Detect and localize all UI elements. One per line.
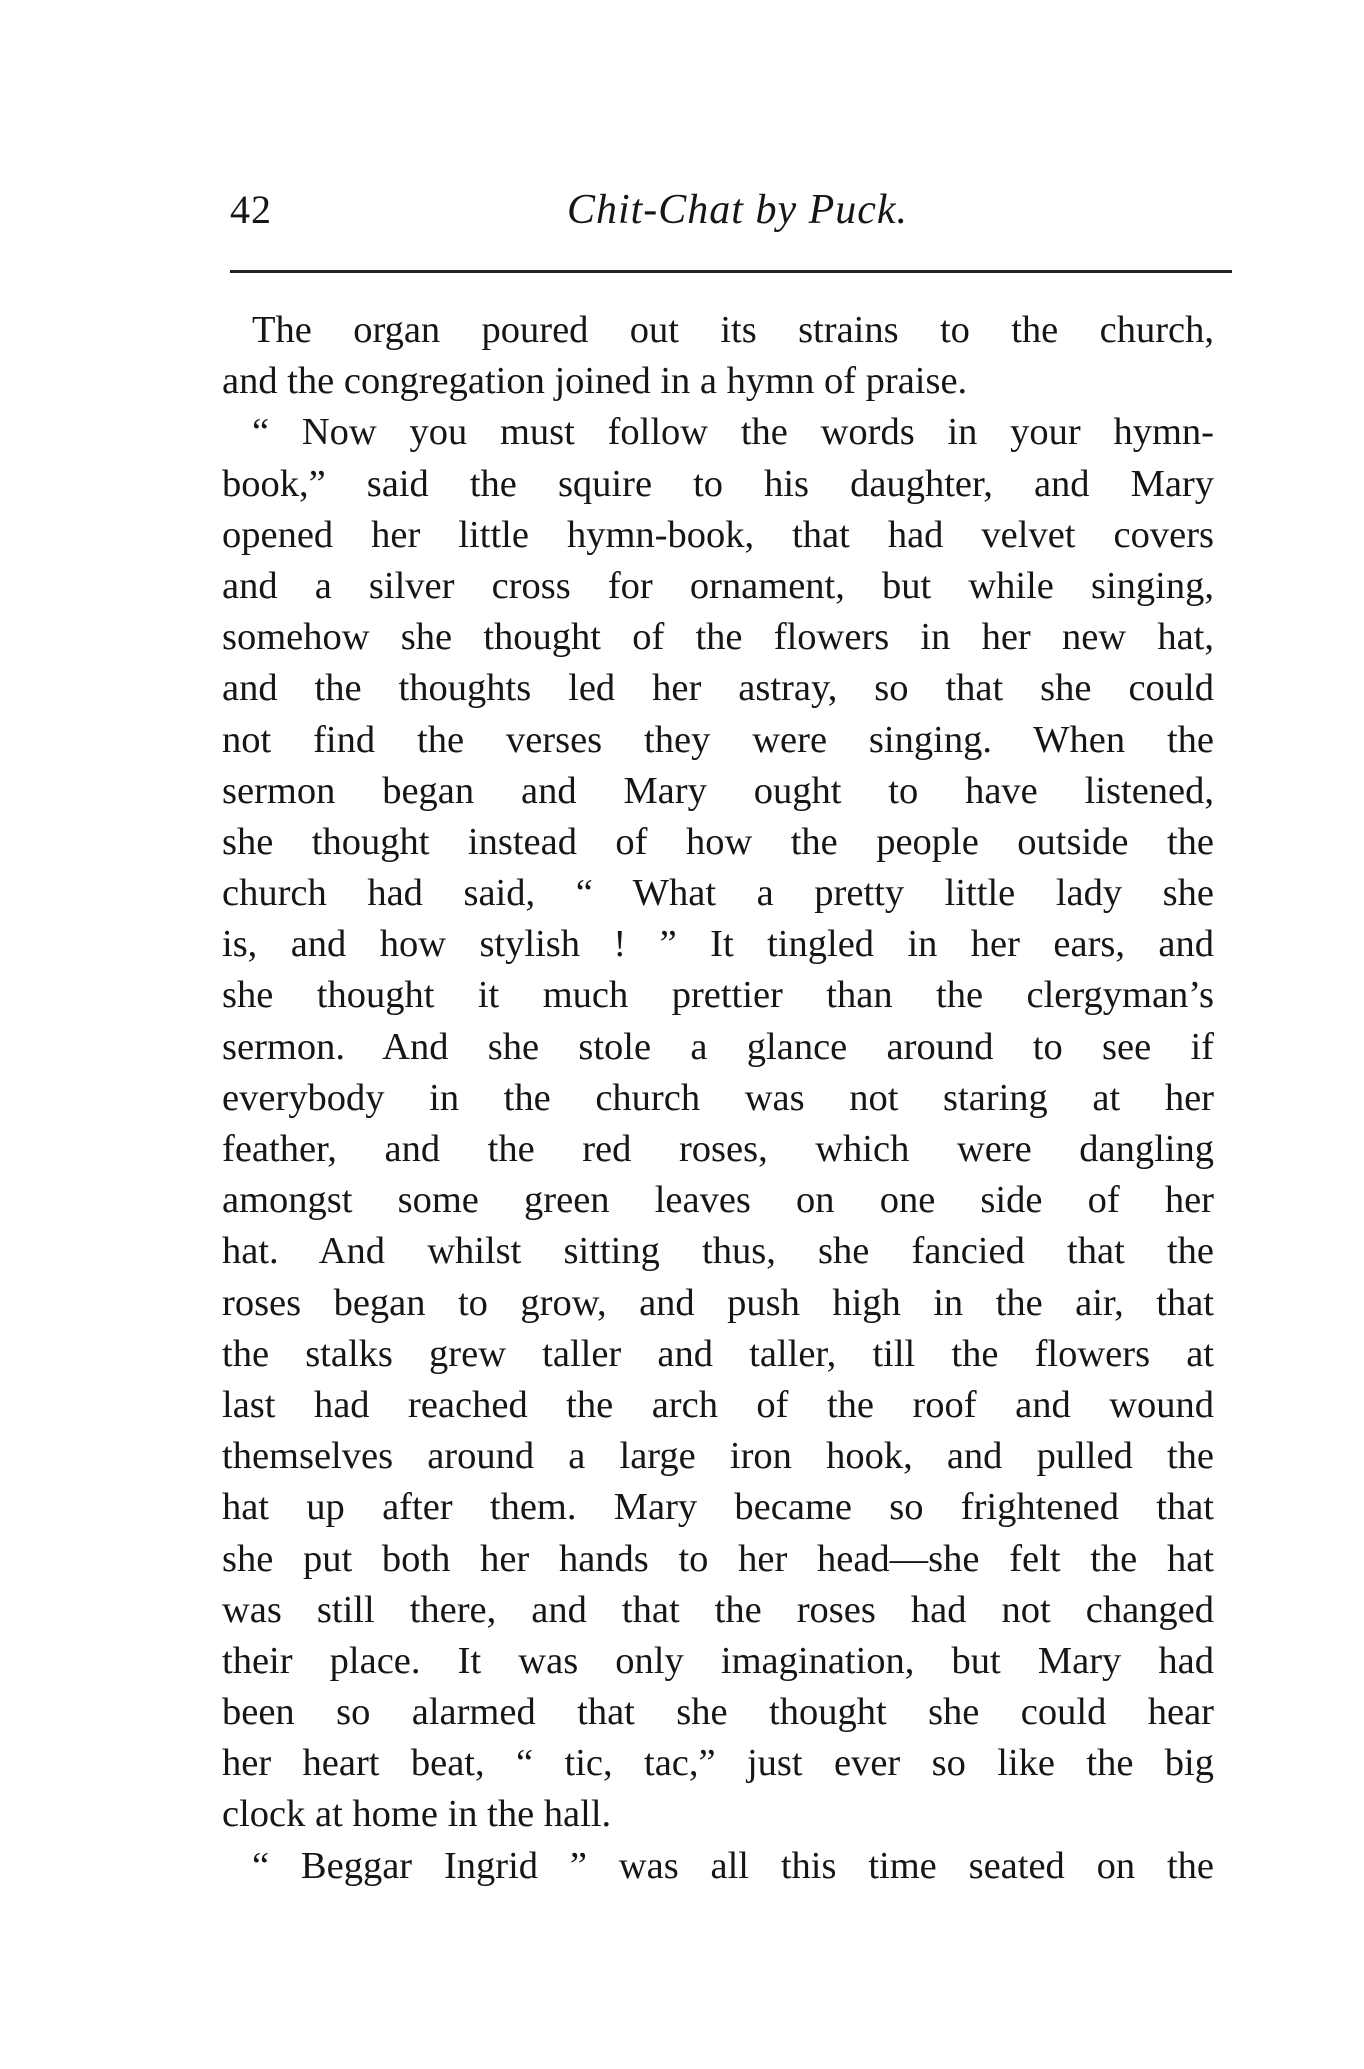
body-text bbox=[222, 305, 1214, 1892]
text-line: themselves around a large iron hook, and pulled the bbox=[222, 1435, 1214, 1478]
text-line: their place. It was only imagination, but Mary had bbox=[222, 1639, 1214, 1682]
text-line: is, and how stylish ! ” It tingled in her ears, and bbox=[222, 923, 1214, 966]
text-line: she thought instead of how the people outside the bbox=[222, 820, 1214, 863]
text-line: sermon. And she stole a glance around to see if bbox=[222, 1025, 1214, 1068]
text-line: and the thoughts led her astray, so that she could bbox=[222, 667, 1214, 710]
header-divider bbox=[230, 270, 1232, 273]
text-line: “ Beggar Ingrid ” was all this time seated on the bbox=[252, 1844, 1214, 1887]
text-line: she thought it much prettier than the clergyman’s bbox=[222, 974, 1214, 1017]
text-line: her heart beat, “ tic, tac,” just ever so like the big bbox=[222, 1742, 1214, 1785]
text-line: roses began to grow, and push high in the air, that bbox=[222, 1281, 1214, 1324]
text-line: church had said, “ What a pretty little lady she bbox=[222, 872, 1214, 915]
text-line: clock at home in the hall. bbox=[222, 1793, 612, 1836]
text-line: the stalks grew taller and taller, till the flowers at bbox=[222, 1332, 1214, 1375]
text-line: The organ poured out its strains to the church, bbox=[252, 309, 1214, 351]
text-line: feather, and the red roses, which were dangling bbox=[222, 1128, 1214, 1170]
text-line: amongst some green leaves on one side of her bbox=[222, 1179, 1214, 1222]
text-line: and the congregation joined in a hymn of praise. bbox=[222, 360, 968, 403]
text-line: everybody in the church was not staring at her bbox=[222, 1076, 1214, 1119]
text-line: opened her little hymn-book, that had velvet covers bbox=[222, 513, 1214, 556]
page-title: Chit-Chat by Puck. bbox=[566, 187, 909, 233]
text-line: somehow she thought of the flowers in her new hat, bbox=[222, 616, 1214, 659]
text-line: hat up after them. Mary became so frightened that bbox=[222, 1486, 1214, 1529]
text-line: and a silver cross for ornament, but while singing, bbox=[222, 564, 1214, 607]
page-number: 42 bbox=[230, 187, 272, 232]
text-line: book,” said the squire to his daughter, and Mary bbox=[222, 462, 1214, 505]
text-line: was still there, and that the roses had not changed bbox=[222, 1588, 1214, 1631]
text-line: “ Now you must follow the words in your hymn- bbox=[252, 411, 1214, 454]
text-line: she put both her hands to her head—she felt the hat bbox=[222, 1537, 1214, 1580]
text-line: sermon began and Mary ought to have listened, bbox=[222, 769, 1214, 812]
text-line: been so alarmed that she thought she could hear bbox=[222, 1691, 1214, 1734]
text-line: last had reached the arch of the roof and wound bbox=[222, 1383, 1214, 1426]
text-line: not find the verses they were singing. When the bbox=[222, 718, 1214, 761]
running-head bbox=[230, 186, 1235, 246]
text-line: hat. And whilst sitting thus, she fancied that the bbox=[222, 1230, 1214, 1273]
